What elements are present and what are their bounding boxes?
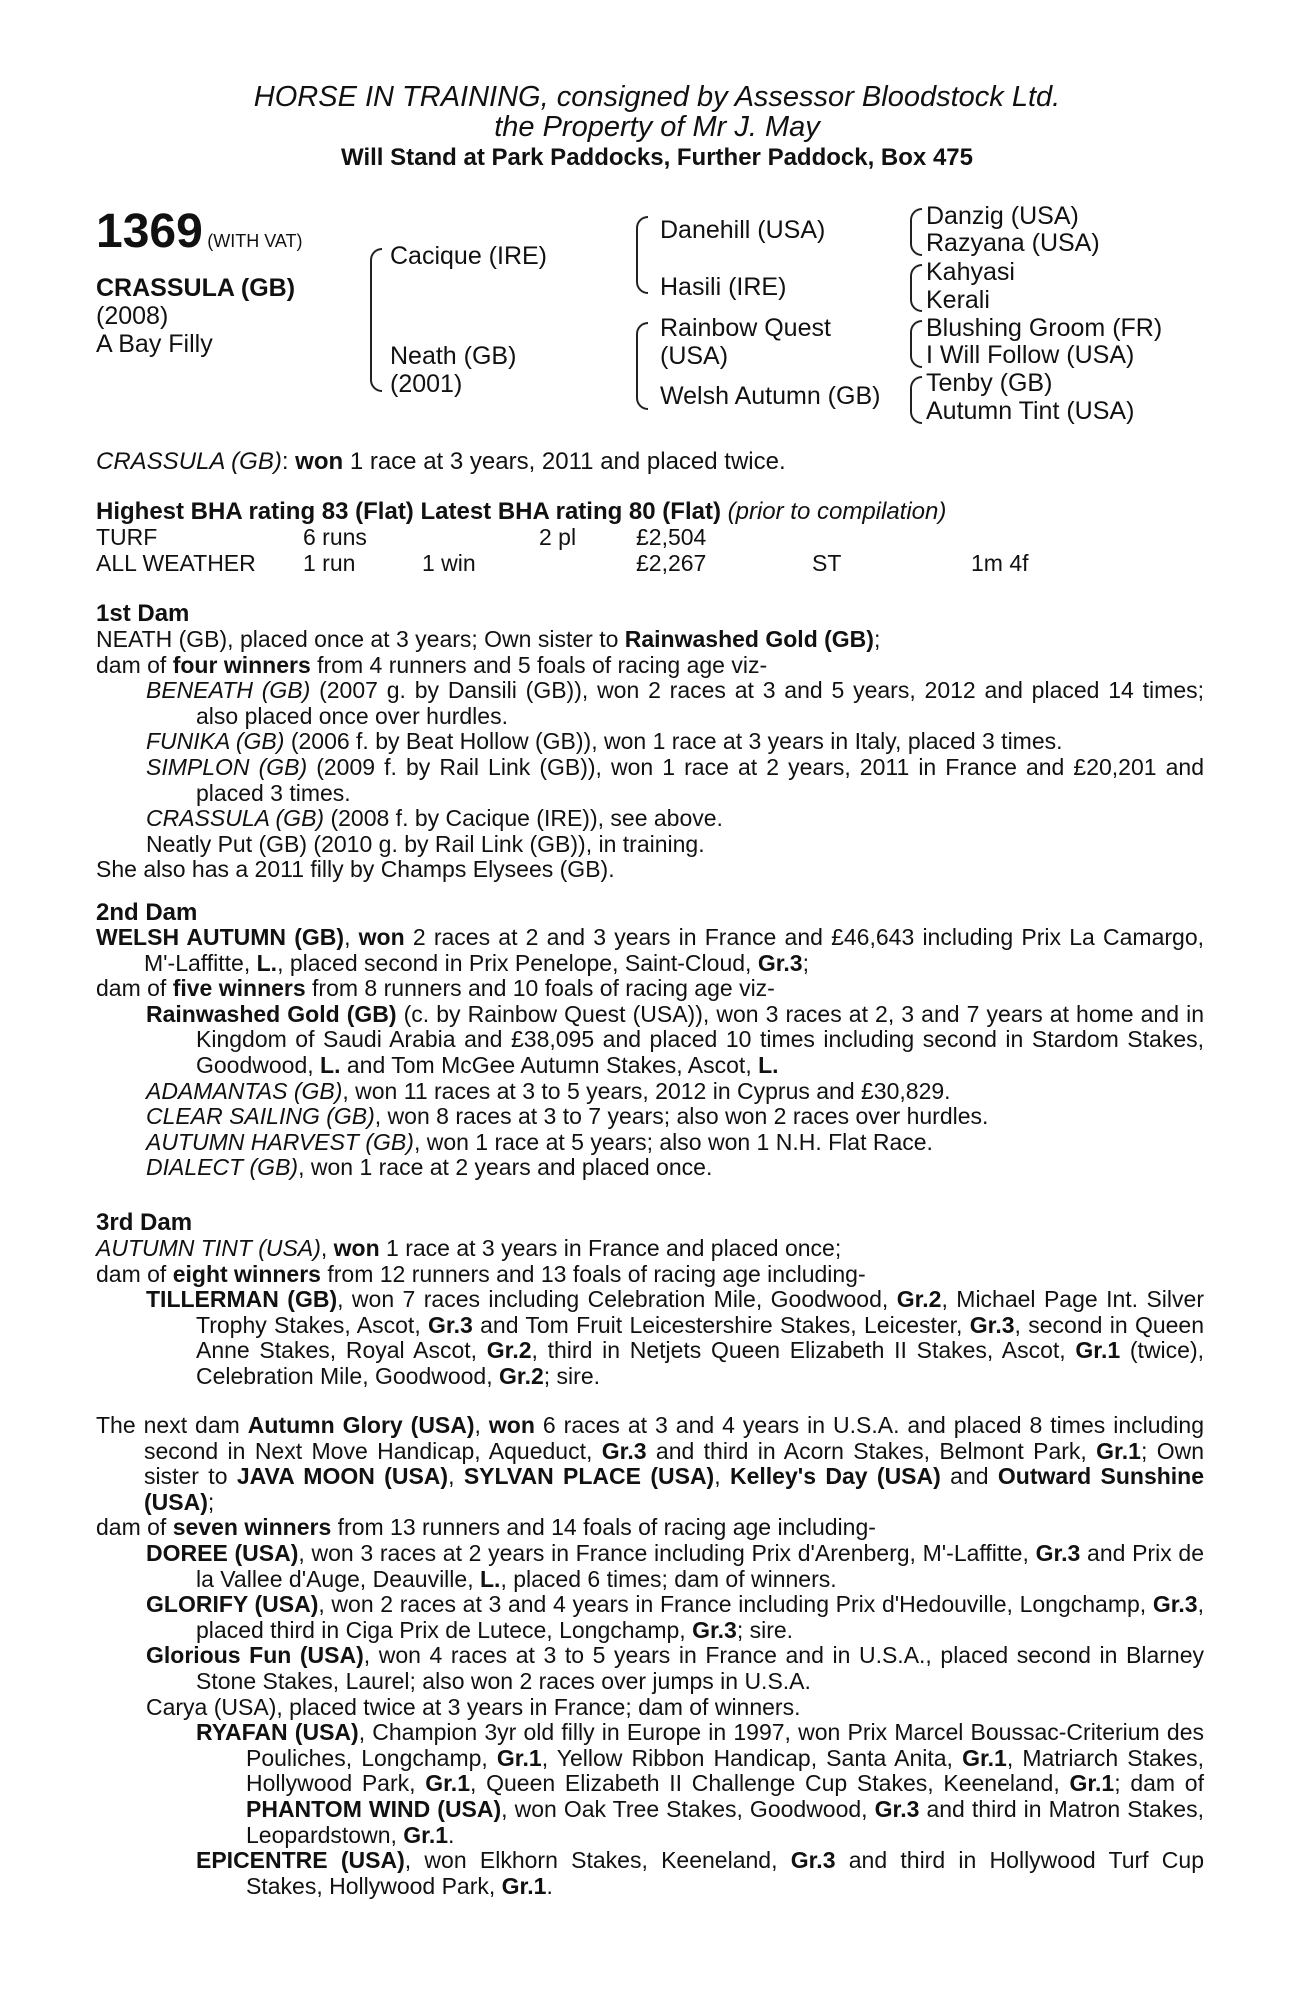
first-dam-produce-line: dam of four winners from 4 runners and 5 foals of racing age viz- (96, 651, 768, 678)
first-dam-line: NEATH (GB), placed once at 3 years; Own sister to Rainwashed Gold (GB); (96, 626, 881, 652)
bha-ratings: Highest BHA rating 83 (Flat) Latest BHA rating 80 (Flat) (prior to compilation) (96, 498, 947, 525)
pedigree-bracket-dam (636, 322, 648, 410)
dam-year: (2001) (390, 370, 463, 398)
lot-heading (96, 206, 303, 258)
sss-name: Danzig (USA) (926, 202, 1079, 230)
sdd-name: Kerali (926, 286, 990, 314)
second-dam-section (96, 925, 1204, 1181)
sire-name: Cacique (IRE) (390, 242, 547, 270)
produce-entry: Carya (USA), placed twice at 3 years in France; dam of winners. (146, 1693, 801, 1720)
race-summary: CRASSULA (GB): won 1 race at 3 years, 2011 and placed twice. (96, 448, 786, 475)
third-dam-produce-line: dam of eight winners from 12 runners and 13 foals of racing age including- (96, 1260, 866, 1287)
sire-sire: Danehill (USA) (660, 216, 826, 244)
produce-entry: AUTUMN HARVEST (GB), won 1 race at 5 years; also won 1 N.H. Flat Race. (146, 1128, 933, 1155)
pedigree-bracket-ds (910, 320, 922, 368)
dss-name: Blushing Groom (FR) (926, 314, 1163, 342)
pedigree-bracket-sire (636, 216, 648, 294)
horse-description: A Bay Filly (96, 330, 213, 358)
horse-year: (2008) (96, 302, 169, 330)
produce-entry: Rainwashed Gold (GB) (c. by Rainbow Quest (USA)), won 3 races at 2, 3 and 7 years at home and in Kingdom of Saudi Arabia and £38,095 and placed 10 times including second in Stardom Stakes, Goodwood, L. and Tom McGee Autumn Stakes, Ascot, L. (146, 1000, 1204, 1078)
first-dam-title: 1st Dam (96, 600, 190, 627)
catalogue-page: HORSE IN TRAINING, consigned by Assessor Bloodstock Ltd. the Property of Mr J. May Will Stand at Park Paddocks, Further Paddock, Box 475 1369 (WITH VAT) CRASSULA (GB) (2008) A Bay Filly Cacique (IRE) Neath (GB) (2001) Danehill (USA) Hasili (IRE) Rainbow Quest (USA) Welsh Autumn (GB) Danzig (USA) Razyana (USA) Kahyasi Kerali Blushing Groom (FR) I Will Follow (USA) Tenby (GB) Autumn Tint (USA) CRASSULA (GB): won 1 race at 3 years, 2011 and placed twice. Highest BHA rating 83 (Flat) Latest BHA rating 80 (Flat) (prior to compilation) TURF 6 runs 2 pl £2,504 ALL WEATHER 1 run 1 win £2,267 ST 1m 4f 1st Dam NEATH (GB), placed once at 3 years; Own sister to Rainwashed Gold (GB); dam of four winners from 4 runners and 5 foals of racing age viz- BENEATH (GB) (2007 g. by Dansili (GB)), won 2 races at 3 and 5 years, 2012 and placed 14 times; also placed once over hurdles. FUNIKA (GB) (2006 f. by Beat Hollow (GB)), won 1 race at 3 years in Italy, placed 3 times. SIMPLON (GB) (2009 f. by Rail Link (GB)), won 1 race at 2 years, 2011 in France and £20,201 and placed 3 times. CRASSULA (GB) (2008 f. by Cacique (IRE)), see above. Neatly Put (GB) (2010 g. by Rail Link (GB)), in training. She also has a 2011 filly by Champs Elysees (GB). 2nd Dam WELSH AUTUMN (GB), won 2 races at 2 and 3 years in France and £46,643 including Prix La Camargo, M'-Laffitte, L., placed second in Prix Penelope, Saint-Cloud, Gr.3; dam of five winners from 8 runners and 10 foals of racing age viz- Rainwashed Gold (GB) (c. by Rainbow Quest (USA)), won 3 races at 2, 3 and 7 years at home and in Kingdom of Saudi Arabia and £38,095 and placed 10 times including second in Stardom Stakes, Goodwood, L. and Tom McGee Autumn Stakes, Ascot, L. ADAMANTAS (GB), won 11 races at 3 to 5 years, 2012 in Cyprus and £30,829. CLEAR SAILING (GB), won 8 races at 3 to 7 years; also won 2 races over hurdles. AUTUMN HARVEST (GB), won 1 race at 5 years; also won 1 N.H. Flat Race. DIALECT (GB), won 1 race at 2 years and placed once. 3rd Dam AUTUMN TINT (USA), won 1 race at 3 years in France and placed once; dam of eight winners from 12 runners and 13 foals of racing age including- TILLERMAN (GB), won 7 races including Celebration Mile, Goodwood, Gr.2, Michael Page Int. Silver Trophy Stakes, Ascot, Gr.3 and Tom Fruit Leicestershire Stakes, Leicester, Gr.3, second in Queen Anne Stakes, Royal Ascot, Gr.2, third in Netjets Queen Elizabeth II Stakes, Ascot, Gr.1 (twice), Celebration Mile, Goodwood, Gr.2; sire. The next dam Autumn Glory (USA), won 6 races at 3 and 4 years in U.S.A. and placed 8 times including second in Next Move Handicap, Aqueduct, Gr.3 and third in Acorn Stakes, Belmont Park, Gr.1; Own sister to JAVA MOON (USA), SYLVAN PLACE (USA), Kelley's Day (USA) and Outward Sunshine (USA); dam of seven winners from 13 runners and 14 foals of racing age including- DOREE (USA), won 3 races at 2 years in France including Prix d'Arenberg, M'-Laffitte, Gr.3 and Prix de la Vallee d'Auge, Deauville, L., placed 6 times; dam of winners. GLORIFY (USA), won 2 races at 3 and 4 years in France including Prix d'Hedouville, Longchamp, Gr.3, placed third in Ciga Prix de Lutece, Longchamp, Gr.3; sire. Glorious Fun (USA), won 4 races at 3 to 5 years in France and in U.S.A., placed second in Blarney Stone Stakes, Laurel; also won 2 races over jumps in U.S.A. Carya (USA), placed twice at 3 years in France; dam of winners. RYAFAN (USA), Champion 3yr old filly in Europe in 1997, won Prix Marcel Boussac-Criterium des Pouliches, Longchamp, Gr.1, Yellow Ribbon Handicap, Santa Anita, Gr.1, Matriarch Stakes, Hollywood Park, Gr.1, Queen Elizabeth II Challenge Cup Stakes, Keeneland, Gr.1; dam of PHANTOM WIND (USA), won Oak Tree Stakes, Goodwood, Gr.3 and third in Matron Stakes, Leopardstown, Gr.1. EPICENTRE (USA), won Elkhorn Stakes, Keeneland, Gr.3 and third in Hollywood Turf Cup Stakes, Hollywood Park, Gr.1. (0, 0, 1314, 2000)
dam-sire-line2: (USA) (660, 342, 729, 370)
produce-entry: Glorious Fun (USA), won 4 races at 3 to 5 years in France and in U.S.A., placed second in Blarney Stone Stakes, Laurel; also won 2 races over jumps in U.S.A. (146, 1642, 1204, 1694)
next-dam-line: The next dam Autumn Glory (USA), won 6 races at 3 and 4 years in U.S.A. and placed 8 times including second in Next Move Handicap, Aqueduct, Gr.3 and third in Acorn Stakes, Belmont Park, Gr.1; Own sister to JAVA MOON (USA), SYLVAN PLACE (USA), Kelley's Day (USA) and Outward Sunshine (USA); (96, 1412, 1205, 1515)
location-line: Will Stand at Park Paddocks, Further Paddock, Box 475 (341, 144, 973, 171)
ssd-name: Razyana (USA) (926, 229, 1100, 257)
sds-name: Kahyasi (926, 258, 1015, 286)
third-dam-section (96, 1236, 1204, 1390)
third-dam-line: AUTUMN TINT (USA), won 1 race at 3 years in France and placed once; (96, 1235, 842, 1261)
produce-entry: DOREE (USA), won 3 races at 2 years in France including Prix d'Arenberg, M'-Laffitte, Gr.3 and Prix de la Vallee d'Auge, Deauville, L., placed 6 times; dam of winners. (146, 1539, 1204, 1592)
second-dam-produce-line: dam of five winners from 8 runners and 10 foals of racing age viz- (96, 975, 775, 1002)
second-dam-line: WELSH AUTUMN (GB), won 2 races at 2 and 3 years in France and £46,643 including Prix La Camargo, M'-Laffitte, L., placed second in Prix Penelope, Saint-Cloud, Gr.3; (96, 924, 1204, 976)
dam-name: Neath (GB) (390, 342, 517, 370)
first-dam-section (96, 627, 1204, 883)
property-line: the Property of Mr J. May (494, 111, 820, 143)
produce-entry: CRASSULA (GB) (2008 f. by Cacique (IRE)), see above. (146, 805, 723, 832)
third-dam-title: 3rd Dam (96, 1209, 193, 1236)
pedigree-bracket-sd (910, 264, 922, 312)
pedigree-bracket-main (370, 248, 382, 392)
produce-entry: ADAMANTAS (GB), won 11 races at 3 to 5 years, 2012 in Cyprus and £30,829. (146, 1077, 951, 1104)
produce-entry: BENEATH (GB) (2007 g. by Dansili (GB)), won 2 races at 3 and 5 years, 2012 and placed 14 times; also placed once over hurdles. (146, 677, 1204, 729)
produce-entry: FUNIKA (GB) (2006 f. by Beat Hollow (GB)), won 1 race at 3 years in Italy, placed 3 times. (146, 728, 1063, 755)
dsd-name: I Will Follow (USA) (926, 341, 1135, 369)
produce-entry: Neatly Put (GB) (2010 g. by Rail Link (GB)), in training. (146, 830, 705, 857)
pedigree-bracket-ss (910, 208, 922, 256)
dds-name: Tenby (GB) (926, 369, 1053, 397)
produce-entry: DIALECT (GB), won 1 race at 2 years and placed once. (146, 1154, 713, 1181)
dam-dam: Welsh Autumn (GB) (660, 382, 881, 410)
sire-dam: Hasili (IRE) (660, 273, 787, 301)
produce-entry: GLORIFY (USA), won 2 races at 3 and 4 years in France including Prix d'Hedouville, Longchamp, Gr.3, placed third in Ciga Prix de Lutece, Longchamp, Gr.3; sire. (146, 1591, 1204, 1643)
pedigree-bracket-dd (910, 376, 922, 424)
consignor-line: HORSE IN TRAINING, consigned by Assessor Bloodstock Ltd. (253, 81, 1061, 113)
produce-entry: SIMPLON (GB) (2009 f. by Rail Link (GB)), won 1 race at 2 years, 2011 in France and £20,201 and placed 3 times. (146, 753, 1204, 806)
produce-entry: TILLERMAN (GB), won 7 races including Celebration Mile, Goodwood, Gr.2, Michael Page Int. Silver Trophy Stakes, Ascot, Gr.3 and Tom Fruit Leicestershire Stakes, Leicester, Gr.3, second in Queen Anne Stakes, Royal Ascot, Gr.2, third in Netjets Queen Elizabeth II Stakes, Ascot, Gr.1 (twice), Celebration Mile, Goodwood, Gr.2; sire. (146, 1286, 1204, 1389)
horse-name: CRASSULA (GB) (96, 274, 296, 302)
lot-number: 1369 (96, 205, 203, 258)
ddd-name: Autumn Tint (USA) (926, 397, 1135, 425)
next-dam-section (96, 1413, 1204, 1899)
next-dam-produce-line: dam of seven winners from 13 runners and 14 foals of racing age including- (96, 1514, 876, 1541)
vat-note: (WITH VAT) (207, 231, 303, 251)
dam-sire-line1: Rainbow Quest (660, 314, 831, 342)
produce-entry-sub: EPICENTRE (USA), won Elkhorn Stakes, Keeneland, Gr.3 and third in Hollywood Turf Cup Stakes, Hollywood Park, Gr.1. (196, 1847, 1204, 1899)
first-dam-note: She also has a 2011 filly by Champs Elysees (GB). (96, 856, 615, 883)
produce-entry-sub: RYAFAN (USA), Champion 3yr old filly in Europe in 1997, won Prix Marcel Boussac-Criterium des Pouliches, Longchamp, Gr.1, Yellow Ribbon Handicap, Santa Anita, Gr.1, Matriarch Stakes, Hollywood Park, Gr.1, Queen Elizabeth II Challenge Cup Stakes, Keeneland, Gr.1; dam of PHANTOM WIND (USA), won Oak Tree Stakes, Goodwood, Gr.3 and third in Matron Stakes, Leopardstown, Gr.1. (196, 1719, 1204, 1848)
second-dam-title: 2nd Dam (96, 899, 198, 926)
produce-entry: CLEAR SAILING (GB), won 8 races at 3 to 7 years; also won 2 races over hurdles. (146, 1103, 989, 1130)
